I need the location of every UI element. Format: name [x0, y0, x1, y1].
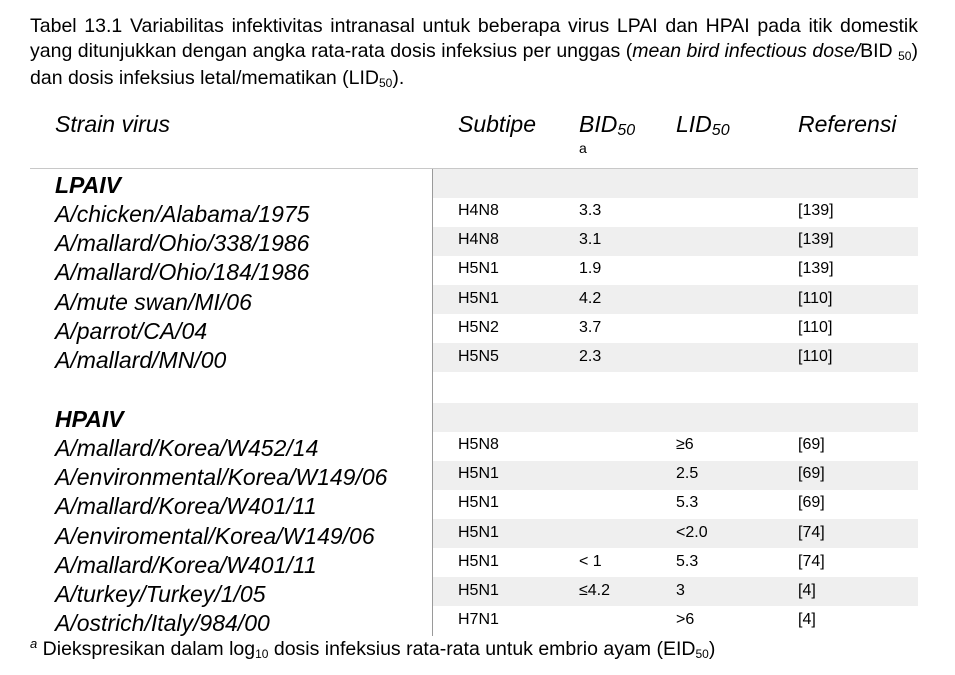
- cell-strain: A/mallard/Korea/W401/11: [55, 493, 317, 520]
- cell-lid: >6: [676, 611, 695, 629]
- header-bid-label: BID: [579, 111, 618, 137]
- cell-bid: 3.3: [579, 202, 602, 219]
- header-bid-note: a: [579, 140, 587, 156]
- cell-strain: A/mallard/Korea/W401/11: [55, 551, 317, 578]
- cell-reference: [4]: [798, 611, 816, 629]
- cell-subtype: H5N1: [458, 523, 499, 541]
- table-row: [0, 286, 955, 315]
- cell-reference: [69]: [798, 494, 825, 512]
- section-title-lpaiv: LPAIV: [55, 172, 122, 198]
- caption-text-2: BID: [860, 40, 899, 62]
- cell-reference: [74]: [798, 552, 825, 570]
- cell-reference: [74]: [798, 523, 825, 541]
- cell-reference: [139]: [798, 202, 834, 219]
- footnote-text-3: ): [708, 638, 716, 660]
- cell-subtype: H5N1: [458, 494, 499, 512]
- cell-bid: ≤4.2: [579, 582, 611, 599]
- cell-reference: [69]: [798, 465, 825, 483]
- cell-strain: A/environmental/Korea/W149/06: [55, 464, 388, 491]
- cell-reference: [139]: [798, 231, 834, 249]
- cell-subtype: H4N8: [458, 202, 499, 219]
- cell-bid: 2.3: [579, 348, 602, 365]
- cell-reference: [110]: [798, 348, 833, 365]
- cell-subtype: H5N2: [458, 318, 499, 336]
- table-row: [0, 461, 955, 490]
- cell-strain: A/mallard/Korea/W452/14: [55, 435, 319, 461]
- header-bid: [579, 111, 635, 138]
- cell-bid: 3.1: [579, 231, 602, 249]
- footnote-subscript-2: 50: [695, 647, 709, 661]
- cell-subtype: H4N8: [458, 231, 499, 249]
- caption-text: Tabel 13.1 Variabilitas infektivitas intranasal untuk beberapa virus LPAI dan HPAI pada itik domestik yang ditunjukkan dengan angka rata-rata dosis infeksius per unggas (: [30, 15, 918, 62]
- header-subtype: Subtipe: [458, 111, 537, 137]
- stripe: [433, 169, 918, 198]
- cell-strain: A/mallard/MN/00: [55, 347, 227, 373]
- table-row: [0, 315, 955, 344]
- cell-reference: [110]: [798, 289, 833, 307]
- cell-subtype: H5N1: [458, 289, 499, 307]
- footnote-text-1: Diekspresikan dalam log: [37, 638, 256, 660]
- footnote-subscript-1: 10: [255, 647, 269, 661]
- cell-strain: A/ostrich/Italy/984/00: [55, 610, 270, 637]
- cell-reference: [69]: [798, 436, 825, 453]
- cell-bid: 1.9: [579, 260, 602, 278]
- section-title-hpaiv: HPAIV: [55, 406, 124, 432]
- footnote-text-2: dosis infeksius rata-rata untuk embrio ayam (EID: [268, 638, 696, 660]
- cell-subtype: H5N5: [458, 348, 499, 365]
- caption-subscript-1: 50: [898, 49, 912, 63]
- cell-bid: < 1: [579, 552, 602, 570]
- header-lid-subscript: 50: [711, 122, 730, 139]
- header-reference: Referensi: [798, 111, 897, 137]
- cell-reference: [110]: [798, 318, 833, 336]
- cell-strain: A/enviromental/Korea/W149/06: [55, 522, 375, 549]
- cell-lid: <2.0: [676, 523, 708, 541]
- cell-bid: 4.2: [579, 289, 602, 307]
- header-strain: Strain virus: [55, 111, 171, 137]
- cell-strain: A/parrot/CA/04: [55, 317, 208, 344]
- cell-subtype: H5N1: [458, 552, 499, 570]
- header-lid-label: LID: [676, 111, 712, 137]
- header-bid-subscript: 50: [617, 122, 636, 139]
- cell-reference: [4]: [798, 582, 816, 599]
- cell-reference: [139]: [798, 260, 834, 278]
- cell-subtype: H5N1: [458, 465, 499, 483]
- cell-lid: 5.3: [676, 552, 699, 570]
- cell-subtype: H5N1: [458, 260, 499, 278]
- table-row: [0, 607, 955, 636]
- table-row: [0, 256, 955, 285]
- cell-subtype: H5N8: [458, 436, 499, 453]
- table-row: [0, 520, 955, 549]
- table-row: [0, 227, 955, 256]
- header-lid: [676, 111, 730, 138]
- table-caption: [30, 14, 918, 93]
- cell-strain: A/mallard/Ohio/184/1986: [55, 259, 310, 286]
- table-row: [0, 549, 955, 578]
- cell-bid: 3.7: [579, 318, 602, 336]
- caption-text-4: ).: [392, 67, 405, 89]
- table-footnote: [30, 638, 715, 661]
- cell-subtype: H7N1: [458, 611, 499, 629]
- caption-italic: mean bird infectious dose/: [632, 40, 861, 62]
- table-row: [0, 578, 955, 607]
- cell-subtype: H5N1: [458, 582, 499, 599]
- cell-strain: A/chicken/Alabama/1975: [55, 201, 310, 227]
- cell-strain: A/mute swan/MI/06: [55, 288, 252, 315]
- table-row: [0, 432, 955, 461]
- stripe: [433, 403, 918, 432]
- table-row: [0, 344, 955, 373]
- caption-text-3: ) dan dosis infeksius letal/mematikan (LID: [30, 40, 918, 89]
- cell-lid: 2.5: [676, 465, 699, 483]
- caption-subscript-2: 50: [379, 76, 393, 90]
- cell-lid: ≥6: [676, 436, 694, 453]
- cell-strain: A/mallard/Ohio/338/1986: [55, 230, 310, 257]
- footnote-mark: a: [30, 636, 38, 651]
- cell-lid: 5.3: [676, 494, 699, 512]
- cell-strain: A/turkey/Turkey/1/05: [55, 581, 266, 607]
- table-row: [0, 490, 955, 519]
- table-row: [0, 198, 955, 227]
- cell-lid: 3: [676, 582, 685, 599]
